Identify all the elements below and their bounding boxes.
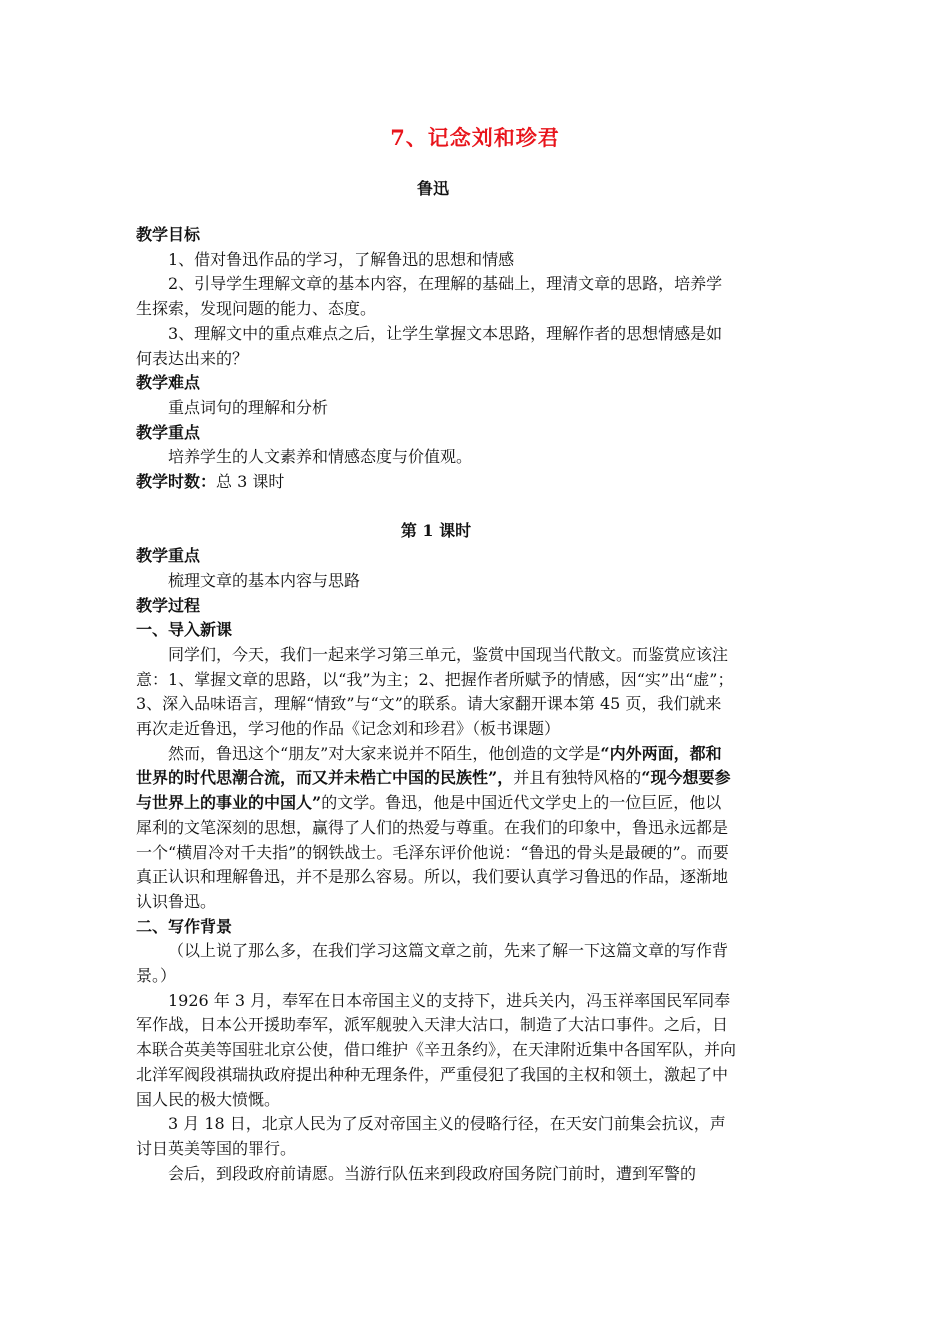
focus-heading: 教学重点 bbox=[136, 422, 201, 442]
intro-p2-part-a: 然而，鲁迅这个“朋友”对大家来说并不陌生，他创造的文学是 bbox=[168, 743, 601, 763]
section-intro-heading: 一、导入新课 bbox=[136, 620, 233, 640]
background-paragraph-1: （以上说了那么多，在我们学习这篇文章之前，先来了解一下这篇文章的写作背景。） bbox=[136, 941, 729, 986]
teaching-hours bbox=[136, 470, 736, 495]
intro-p2-quote-1: “内外两面，都和世界的时代思潮合流，而又并未梏亡中国的民族性”， bbox=[136, 743, 722, 788]
difficulty-text: 重点词句的理解和分析 bbox=[168, 397, 329, 417]
hours-label: 教学时数： bbox=[136, 472, 217, 492]
objective-item-3: 3、理解文中的重点难点之后，让学生掌握文本思路，理解作者的思想情感是如何表达出来的？ bbox=[136, 323, 723, 368]
objectives-heading: 教学目标 bbox=[136, 225, 201, 244]
difficulty-heading: 教学难点 bbox=[136, 373, 201, 393]
objective-item-1: 1、借对鲁迅作品的学习，了解鲁迅的思想和情感 bbox=[168, 249, 515, 269]
background-paragraph-4: 会后，到段政府前请愿。当游行队伍来到段政府国务院门前时，遭到军警的 bbox=[168, 1163, 697, 1183]
lesson-focus-heading: 教学重点 bbox=[136, 546, 201, 566]
document-body bbox=[136, 223, 736, 1186]
intro-p2-part-e: 的文学。鲁迅，他是中国近代文学史上的一位巨匠，他以犀利的文笔深刻的思想，赢得了人们的热爱与尊重。在我们的印象中，鲁迅永远都是一个“横眉冷对千夫指”的钢铁战士。毛泽东评价他说：“鲁迅的骨头是最硬的”。而要真正认识和理解鲁迅，并不是那么容易。所以，我们要认真学习鲁迅的作品，逐渐地认识鲁迅。 bbox=[136, 793, 729, 911]
author-name: 鲁迅 bbox=[416, 179, 449, 198]
intro-p2-part-c: 并且有独特风格的 bbox=[513, 768, 642, 788]
lesson-title: 第 1 课时 bbox=[400, 521, 472, 541]
objective-item-2: 2、引导学生理解文章的基本内容，在理解的基础上，理清文章的思路，培养学生探索，发现问题的能力、态度。 bbox=[136, 274, 723, 319]
hours-value: 总 3 课时 bbox=[216, 472, 285, 492]
intro-paragraph-2 bbox=[136, 742, 736, 915]
intro-paragraph-1: 同学们，今天，我们一起来学习第三单元，鉴赏中国现当代散文。而鉴赏应该注意：1、掌握文章的思路，以“我”为主；2、把握作者所赋予的情感，因“实”出“虚”；3、深入品味语言，理解“情致”与“文”的联系。请大家翻开课本第 45 页，我们就来再次走近鲁迅，学习他的作品《记念刘和珍君》（板书课题） bbox=[136, 644, 734, 739]
document-title: 7、记念刘和珍君 bbox=[390, 125, 560, 150]
lesson-focus-text: 梳理文章的基本内容与思路 bbox=[168, 570, 361, 590]
background-paragraph-3: 3 月 18 日，北京人民为了反对帝国主义的侵略行径，在天安门前集会抗议，声讨日英美等国的罪行。 bbox=[136, 1114, 726, 1158]
process-heading: 教学过程 bbox=[136, 595, 201, 615]
focus-text: 培养学生的人文素养和情感态度与价值观。 bbox=[168, 447, 473, 467]
intro-p2-quote-2: “现今想要参与世界上的事业的中国人” bbox=[136, 768, 731, 813]
background-paragraph-2: 1926 年 3 月，奉军在日本帝国主义的支持下，进兵关内，冯玉祥率国民军同奉军作战，日本公开援助奉军，派军舰驶入天津大沽口，制造了大沽口事件。之后，日本联合英美等国驻北京公使，借口维护《辛丑条约》，在天津附近集中各国军队，并向北洋军阀段祺瑞执政府提出种种无理条件，严重侵犯了我国的主权和领土，激起了中国人民的极大愤慨。 bbox=[136, 990, 737, 1109]
section-background-heading: 二、写作背景 bbox=[136, 916, 233, 936]
